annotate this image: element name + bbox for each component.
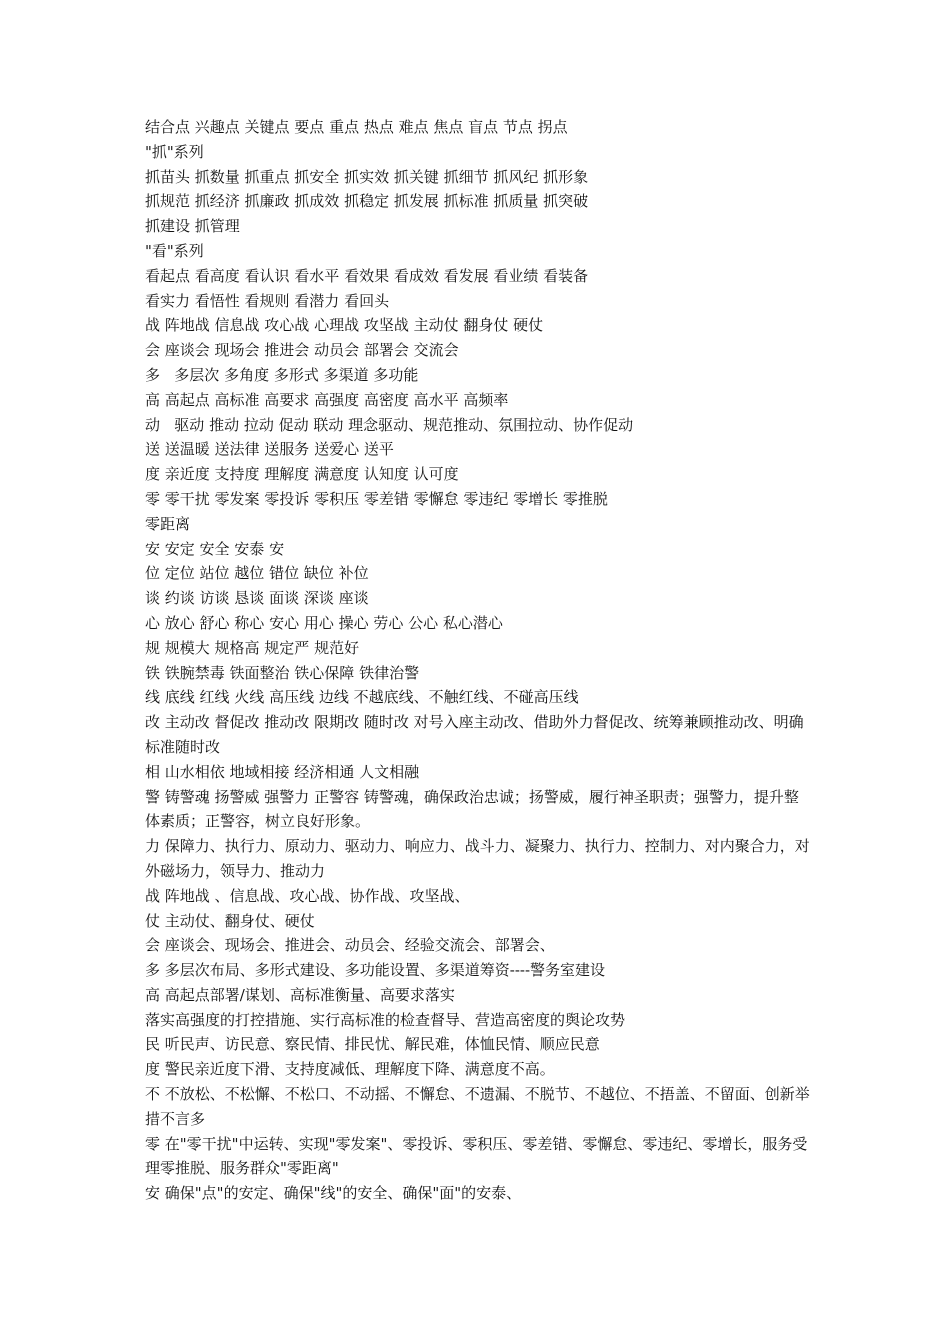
text-line: 民 听民声、访民意、察民情、排民忧、解民难，体恤民情、顺应民意	[145, 1035, 600, 1054]
text-line: 度 警民亲近度下滑、支持度减低、理解度下降、满意度不高。	[145, 1060, 555, 1079]
text-line: 高 高起点 高标准 高要求 高强度 高密度 高水平 高频率	[145, 390, 509, 409]
text-line: 看起点 看高度 看认识 看水平 看效果 看成效 看发展 看业绩 看装备	[145, 266, 589, 285]
text-line: 线 底线 红线 火线 高压线 边线 不越底线、不触红线、不碰高压线	[145, 688, 579, 707]
text-line: 度 亲近度 支持度 理解度 满意度 认知度 认可度	[145, 465, 459, 484]
document-body	[145, 115, 810, 1206]
text-line: 零 在"零干扰"中运转、实现"零发案"、零投诉、零积压、零差错、零懈怠、零违纪、零增长，服务受理零推脱、服务群众"零距离"	[145, 1134, 808, 1178]
text-line: 战 阵地战 、信息战、攻心战、协作战、攻坚战、	[145, 886, 470, 905]
text-line: 力 保障力、执行力、原动力、驱动力、响应力、战斗力、凝聚力、执行力、控制力、对内聚合力，对外磁场力，领导力、推动力	[145, 837, 810, 880]
text-line: 谈 约谈 访谈 恳谈 面谈 深谈 座谈	[145, 589, 369, 608]
text-line: 落实高强度的打控措施、实行高标准的检查督导、营造高密度的舆论攻势	[145, 1010, 626, 1029]
text-line: 多 多层次 多角度 多形式 多渠道 多功能	[145, 365, 419, 384]
text-line: 送 送温暖 送法律 送服务 送爱心 送平	[145, 440, 394, 459]
text-line: 位 定位 站位 越位 错位 缺位 补位	[145, 564, 369, 583]
section-heading: "看"系列	[145, 241, 204, 260]
text-line: 相 山水相依 地域相接 经济相通 人文相融	[145, 762, 420, 781]
text-line: 安 确保"点"的安定、确保"线"的安全、确保"面"的安泰、	[145, 1184, 522, 1203]
text-line: 动 驱动 推动 拉动 促动 联动 理念驱动、规范推动、氛围拉动、协作促动	[145, 415, 634, 434]
text-line: 安 安定 安全 安泰 安	[145, 539, 285, 558]
text-line: 零 零干扰 零发案 零投诉 零积压 零差错 零懈怠 零违纪 零增长 零推脱	[145, 489, 608, 508]
section-heading: "抓"系列	[145, 142, 204, 161]
text-line: 心 放心 舒心 称心 安心 用心 操心 劳心 公心 私心潜心	[145, 613, 503, 632]
text-line: 抓苗头 抓数量 抓重点 抓安全 抓实效 抓关键 抓细节 抓风纪 抓形象	[145, 167, 589, 186]
text-line: 看实力 看悟性 看规则 看潜力 看回头	[145, 291, 390, 310]
text-line: 警 铸警魂 扬警威 强警力 正警容 铸警魂，确保政治忠诚；扬警威，履行神圣职责；强警力，提升整体素质；正警容，树立良好形象。	[145, 787, 799, 831]
text-line: 抓规范 抓经济 抓廉政 抓成效 抓稳定 抓发展 抓标准 抓质量 抓突破	[145, 192, 589, 211]
text-line: 高 高起点部署/谋划、高标准衡量、高要求落实	[145, 985, 455, 1004]
text-line: 铁 铁腕禁毒 铁面整治 铁心保障 铁律治警	[145, 663, 420, 682]
text-line: 改 主动改 督促改 推动改 限期改 随时改 对号入座主动改、借助外力督促改、统筹兼顾推动改、明确标准随时改	[145, 713, 804, 756]
text-line: 多 多层次布局、多形式建设、多功能设置、多渠道筹资----警务室建设	[145, 961, 606, 980]
text-line: 抓建设 抓管理	[145, 217, 240, 236]
text-line: 结合点 兴趣点 关键点 要点 重点 热点 难点 焦点 盲点 节点 拐点	[145, 118, 568, 136]
text-line: 不 不放松、不松懈、不松口、不动摇、不懈怠、不遗漏、不脱节、不越位、不捂盖、不留面、创新举措不言多	[145, 1085, 810, 1128]
text-line: 会 座谈会、现场会、推进会、动员会、经验交流会、部署会、	[145, 936, 555, 955]
text-line: 会 座谈会 现场会 推进会 动员会 部署会 交流会	[145, 341, 459, 360]
text-line: 规 规模大 规格高 规定严 规范好	[145, 638, 360, 657]
text-line: 仗 主动仗、翻身仗、硬仗	[145, 911, 315, 930]
text-line: 战 阵地战 信息战 攻心战 心理战 攻坚战 主动仗 翻身仗 硬仗	[145, 316, 544, 335]
text-line: 零距离	[145, 514, 191, 533]
